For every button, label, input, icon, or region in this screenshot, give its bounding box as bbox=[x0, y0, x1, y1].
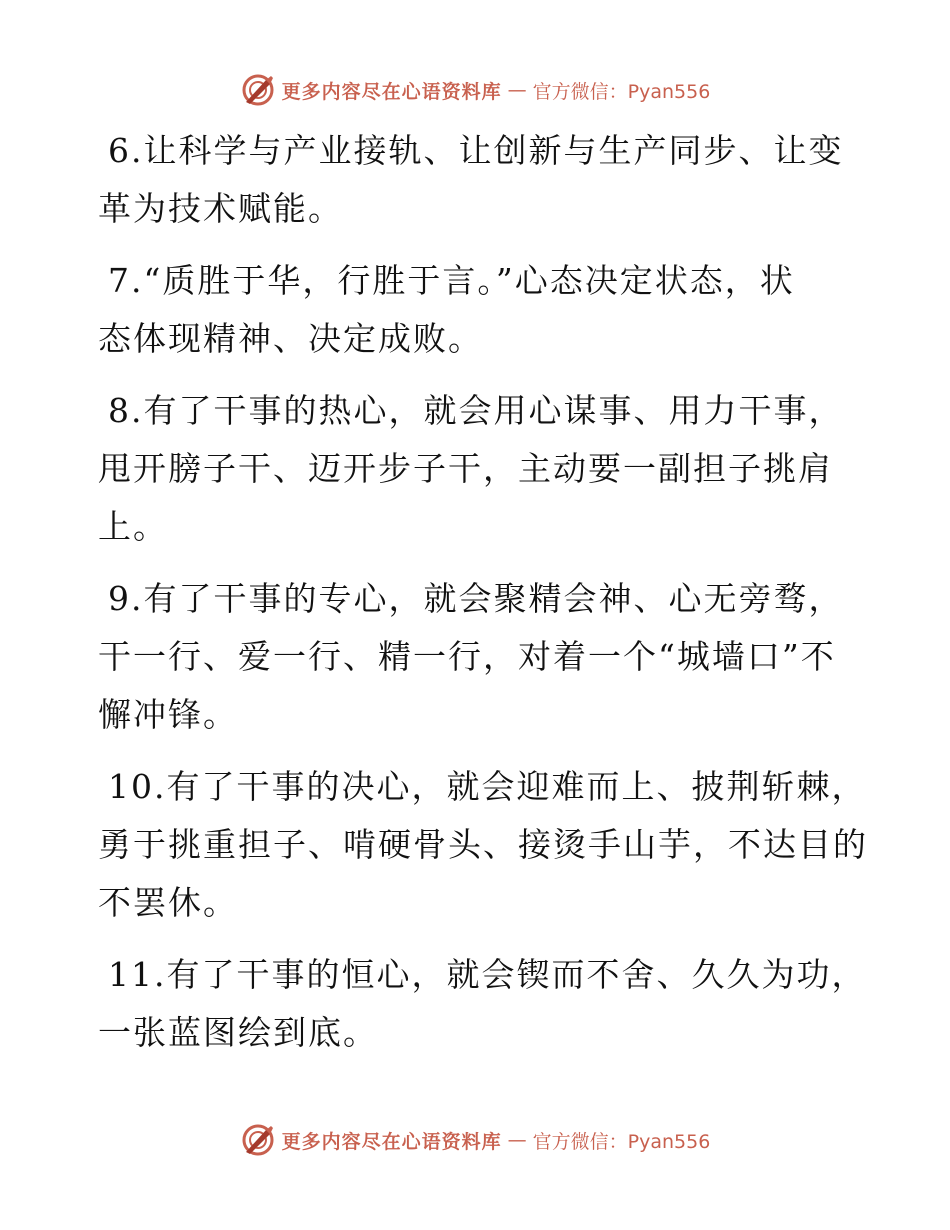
text-line: 甩开膀子干、迈开步子干，主动要一副担子挑肩 bbox=[98, 449, 833, 488]
watermark-separator: — bbox=[507, 1129, 527, 1151]
footer-watermark bbox=[0, 1120, 950, 1160]
document-body bbox=[98, 122, 868, 1076]
text-line: 革为技术赋能。 bbox=[98, 189, 343, 228]
text-line: 9.有了干事的专心，就会聚精会神、心无旁骛， bbox=[108, 579, 844, 618]
paragraph-10 bbox=[98, 758, 868, 932]
watermark-brand: 更多内容尽在心语资料库 bbox=[281, 1130, 502, 1153]
text-line: 11.有了干事的恒心，就会锲而不舍、久久为功， bbox=[108, 955, 867, 994]
text-line: 态体现精神、决定成败。 bbox=[98, 319, 483, 358]
text-line: 7.“质胜于华，行胜于言。”心态决定状态，状 bbox=[108, 261, 795, 300]
pen-logo-icon bbox=[240, 72, 276, 108]
text-line: 一张蓝图绘到底。 bbox=[98, 1013, 378, 1052]
text-line: 8.有了干事的热心，就会用心谋事、用力干事， bbox=[108, 391, 844, 430]
watermark-separator: — bbox=[507, 79, 527, 101]
paragraph-9 bbox=[98, 570, 858, 744]
paragraph-7 bbox=[98, 252, 858, 368]
text-line: 懈冲锋。 bbox=[98, 695, 238, 734]
watermark-brand: 更多内容尽在心语资料库 bbox=[281, 80, 502, 103]
text-line: 干一行、爱一行、精一行，对着一个“城墙口”不 bbox=[98, 637, 836, 676]
paragraph-6 bbox=[98, 122, 858, 238]
text-line: 不罢休。 bbox=[98, 883, 238, 922]
text-line: 勇于挑重担子、啃硬骨头、接烫手山芋，不达目的 bbox=[98, 825, 868, 864]
watermark-wechat: 官方微信：Pyan556 bbox=[532, 80, 711, 103]
paragraph-8 bbox=[98, 382, 858, 556]
watermark-wechat: 官方微信：Pyan556 bbox=[532, 1130, 711, 1153]
text-line: 上。 bbox=[98, 507, 168, 546]
paragraph-11 bbox=[98, 946, 867, 1062]
pen-logo-icon bbox=[240, 1122, 276, 1158]
text-line: 6.让科学与产业接轨、让创新与生产同步、让变 bbox=[108, 131, 844, 170]
header-watermark bbox=[0, 70, 950, 110]
text-line: 10.有了干事的决心，就会迎难而上、披荆斩棘， bbox=[108, 767, 867, 806]
